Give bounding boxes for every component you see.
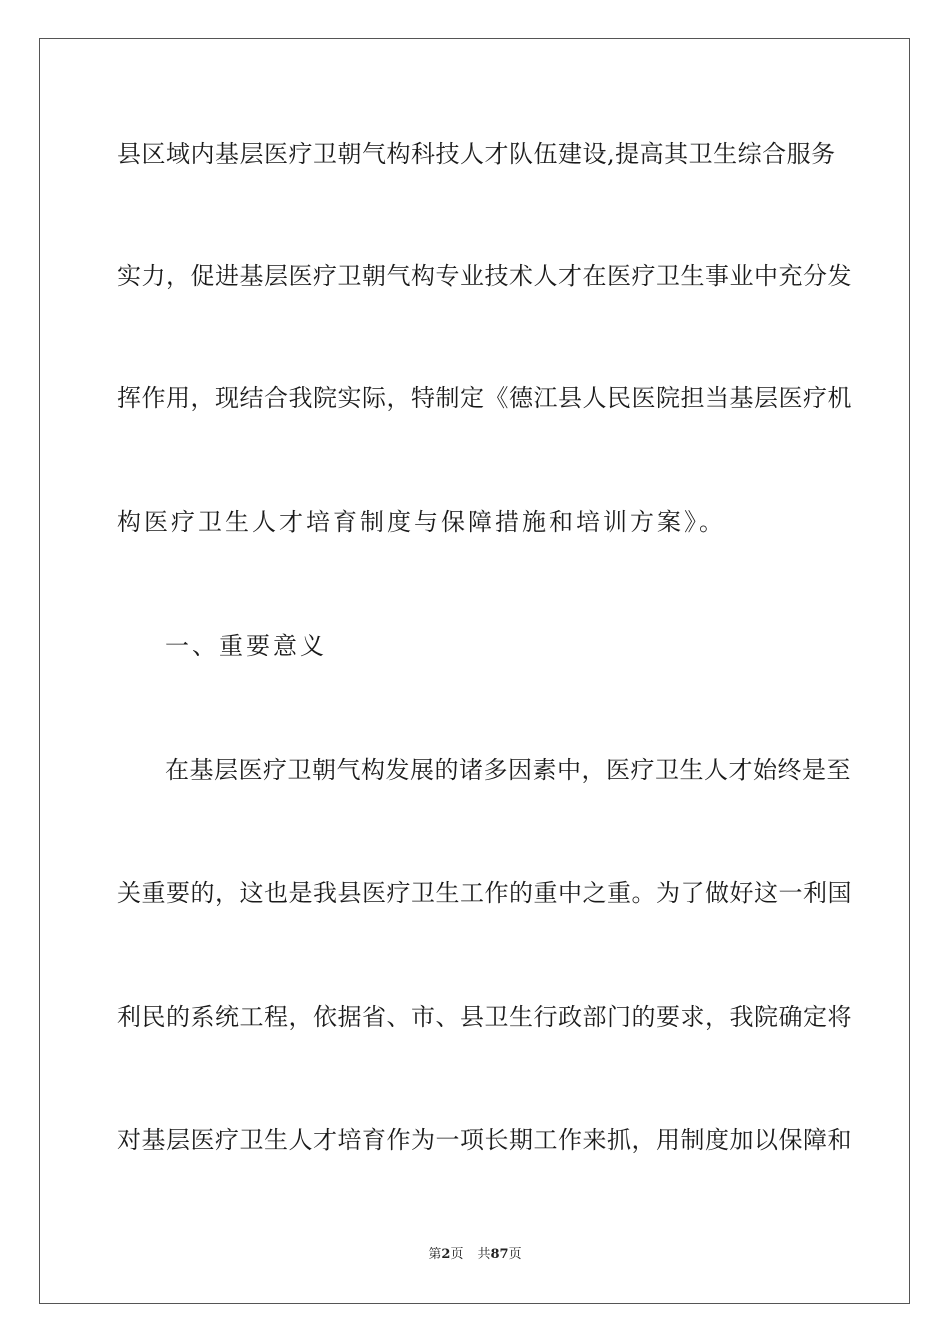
total-prefix: 共 [477,1247,491,1262]
page-total: 87 [490,1247,509,1262]
section-heading: 一、重要意义 [165,632,327,660]
paragraph-line: 挥作用，现结合我院实际，特制定《德江县人民医院担当基层医疗机 [117,384,852,412]
page-footer [0,1246,950,1264]
paragraph-line: 对基层医疗卫生人才培育作为一项长期工作来抓，用制度加以保障和 [117,1126,852,1154]
paragraph-line: 在基层医疗卫朝气构发展的诸多因素中，医疗卫生人才始终是至 [165,756,851,784]
paragraph-line: 关重要的，这也是我县医疗卫生工作的重中之重。为了做好这一利国 [117,879,852,907]
paragraph-line: 县区域内基层医疗卫朝气构科技人才队伍建设,提高其卫生综合服务 [117,140,836,168]
paragraph-line: 构医疗卫生人才培育制度与保障措施和培训方案》。 [117,508,726,536]
total-suffix: 页 [508,1247,522,1262]
page-suffix: 页 [450,1247,464,1262]
page-frame [39,38,910,1304]
paragraph-line: 实力，促进基层医疗卫朝气构专业技术人才在医疗卫生事业中充分发 [117,262,852,290]
page-prefix: 第 [428,1247,442,1262]
paragraph-line: 利民的系统工程，依据省、市、县卫生行政部门的要求，我院确定将 [117,1003,852,1031]
page-current: 2 [441,1247,451,1262]
